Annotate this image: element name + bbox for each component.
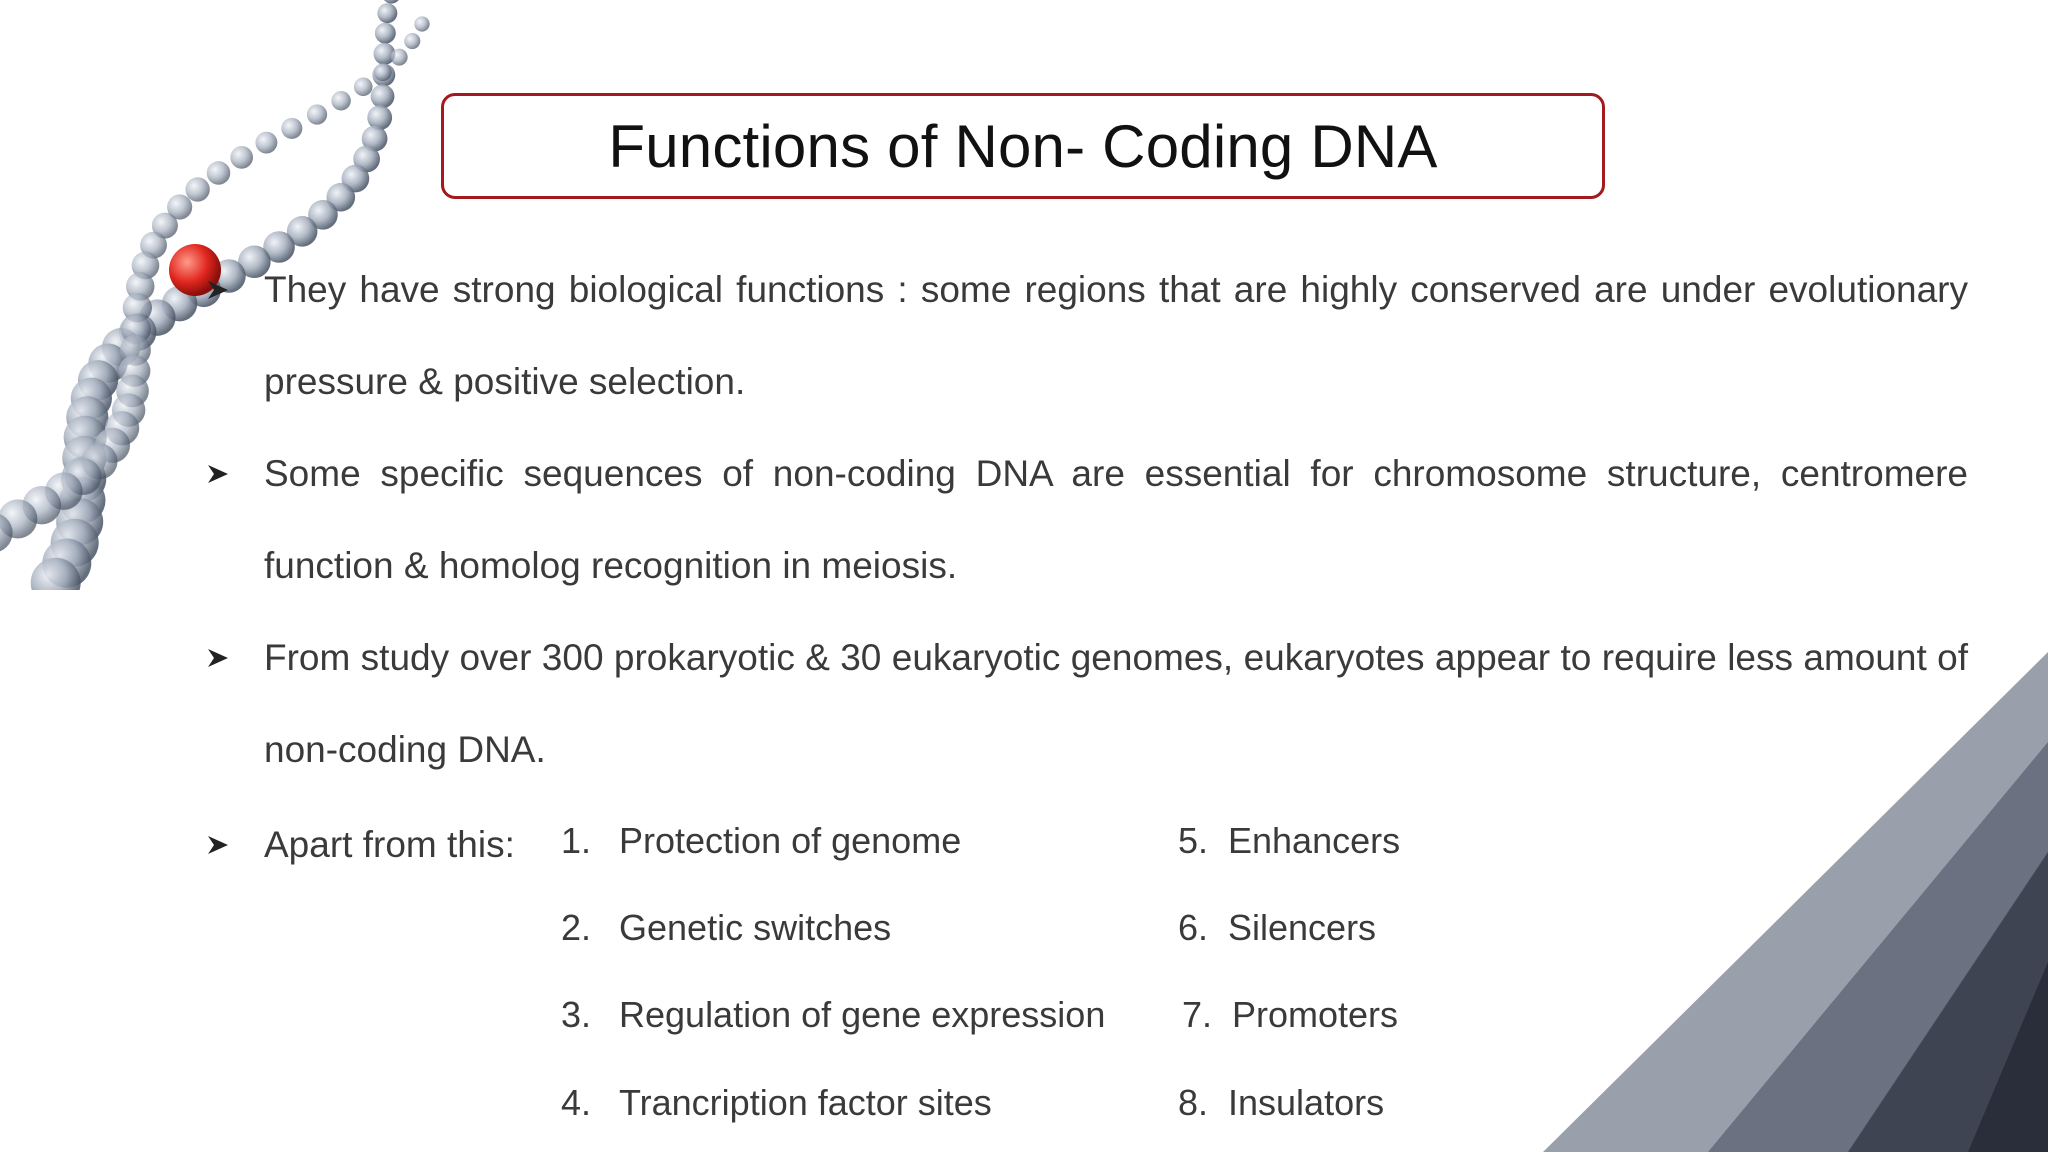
list-text: Enhancers xyxy=(1228,820,1401,861)
list-number: 2. xyxy=(561,907,592,948)
list-item xyxy=(1178,903,1376,953)
helix-bead xyxy=(414,16,429,31)
arrowhead-bullet-icon xyxy=(206,244,236,336)
bullet-item xyxy=(206,244,1968,428)
slide-title: Functions of Non- Coding DNA xyxy=(608,112,1438,180)
bullet-text: They have strong biological functions : some regions that are highly conserved are under evolutionary pressure & positive selection. xyxy=(264,269,1968,402)
helix-bead xyxy=(230,146,253,169)
helix-bead xyxy=(331,91,350,110)
bullet-item xyxy=(206,428,1968,612)
helix-bead xyxy=(391,49,408,66)
helix-bead xyxy=(354,77,373,96)
apart-section xyxy=(206,820,1506,1150)
helix-bead xyxy=(207,161,231,185)
arrowhead-bullet-icon xyxy=(206,428,236,520)
bullet-text: From study over 300 prokaryotic & 30 eukaryotic genomes, eukaryotes appear to require less amount of non-coding DNA. xyxy=(264,637,1968,770)
list-text: Trancription factor sites xyxy=(619,1082,992,1123)
bullet-item xyxy=(206,612,1968,796)
list-number: 4. xyxy=(561,1082,592,1123)
list-text: Protection of genome xyxy=(619,820,962,861)
list-number: 7. xyxy=(1182,994,1213,1035)
list-item xyxy=(561,903,891,953)
list-item xyxy=(1182,990,1398,1040)
list-number: 1. xyxy=(561,820,592,861)
helix-bead xyxy=(281,118,302,139)
list-number: 8. xyxy=(1178,1082,1209,1123)
apart-label: Apart from this: xyxy=(264,824,515,865)
arrowhead-bullet-icon xyxy=(206,612,236,704)
helix-bead xyxy=(375,23,396,44)
helix-bead xyxy=(382,0,401,4)
list-item xyxy=(1178,1078,1384,1128)
helix-bead xyxy=(255,132,277,154)
helix-bead xyxy=(377,3,397,23)
arrowhead-bullet-icon xyxy=(206,820,230,870)
list-text: Regulation of gene expression xyxy=(619,994,1106,1035)
list-item xyxy=(561,816,961,866)
list-text: Promoters xyxy=(1232,994,1399,1035)
list-item xyxy=(561,990,1105,1040)
list-number: 3. xyxy=(561,994,592,1035)
list-text: Genetic switches xyxy=(619,907,892,948)
helix-bead xyxy=(371,84,395,108)
helix-bead xyxy=(307,104,327,124)
bullet-text: Some specific sequences of non-coding DNA are essential for chromosome structure, centromere function & homolog recognition in meiosis. xyxy=(264,453,1968,586)
bullet-list xyxy=(206,244,1968,796)
list-text: Silencers xyxy=(1228,907,1377,948)
helix-bead xyxy=(404,33,420,49)
title-box xyxy=(441,93,1605,199)
list-item xyxy=(1178,816,1400,866)
helix-bead xyxy=(374,63,392,81)
list-item xyxy=(561,1078,992,1128)
helix-bead xyxy=(185,177,209,201)
list-number: 5. xyxy=(1178,820,1209,861)
list-text: Insulators xyxy=(1228,1082,1385,1123)
list-number: 6. xyxy=(1178,907,1209,948)
